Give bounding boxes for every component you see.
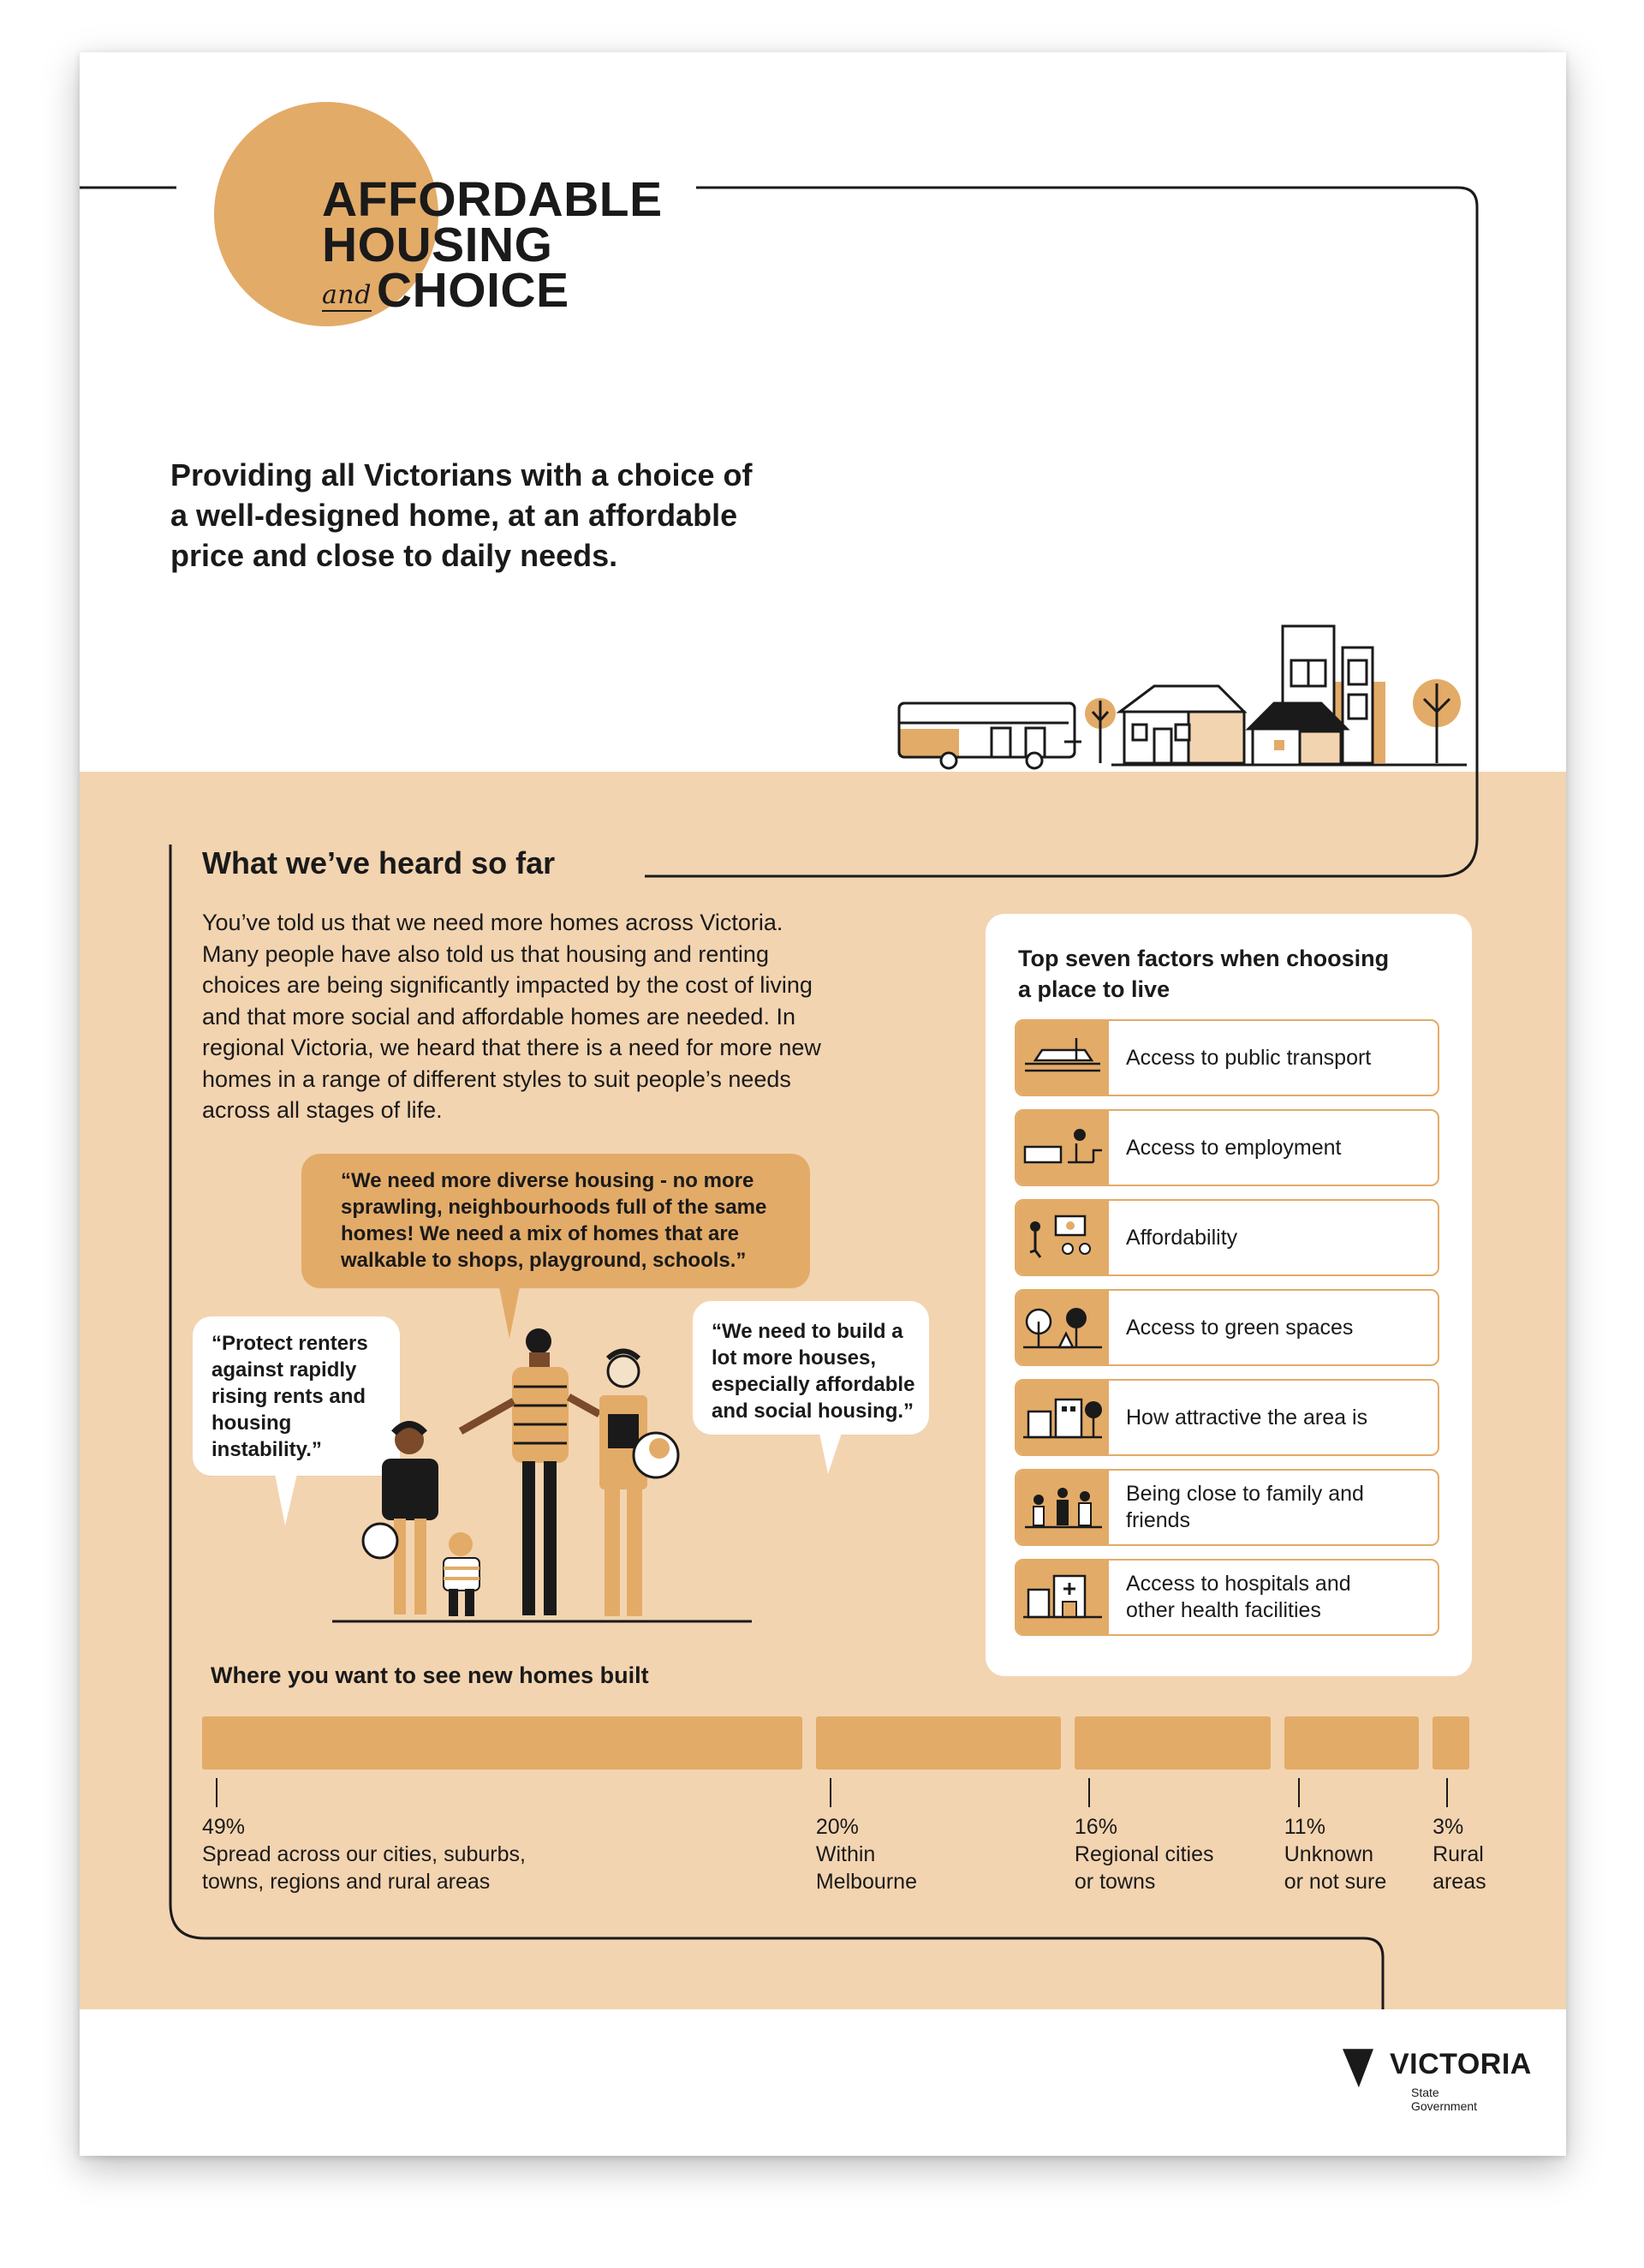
logo-line-3: CHOICE — [376, 263, 569, 318]
factor-item — [1015, 1289, 1439, 1366]
distribution-tick — [1088, 1778, 1090, 1807]
intro-line: price and close to daily needs. — [170, 538, 618, 573]
distribution-tick — [1298, 1778, 1300, 1807]
distribution-label-line: or not sure — [1284, 1870, 1387, 1894]
factor-label: Access to employment — [1126, 1135, 1342, 1160]
quote-line: instability.” — [211, 1438, 322, 1461]
factors-title-line: Top seven factors when choosing — [1018, 946, 1390, 971]
factor-label: Access to green spaces — [1126, 1315, 1354, 1340]
distribution-label-line: Within — [815, 1842, 876, 1866]
factor-item — [1015, 1199, 1439, 1276]
quote-line: against rapidly — [211, 1358, 357, 1382]
family-illustration — [332, 1320, 846, 1628]
distribution-label — [1433, 1813, 1486, 1895]
office-worker-icon — [1016, 1111, 1109, 1185]
quote-line: walkable to shops, playground, schools.” — [341, 1249, 747, 1272]
distribution-label-line: Melbourne — [815, 1870, 917, 1894]
factor-label: Access to public transport — [1126, 1045, 1372, 1070]
factor-label: How attractive the area is — [1126, 1405, 1368, 1429]
logo-line-2: HOUSING — [322, 218, 553, 272]
distribution-label — [202, 1813, 526, 1895]
factors-card — [986, 914, 1472, 1676]
tree-icon — [1413, 679, 1461, 763]
adult-figure — [461, 1328, 599, 1615]
family-group-icon — [1016, 1471, 1109, 1544]
quote-line: housing — [211, 1412, 292, 1435]
body-line: regional Victoria, we heard that there is a need for more new — [202, 1035, 821, 1060]
section-title: What we’ve heard so far — [202, 845, 556, 880]
intro-statement — [170, 455, 898, 576]
logo-title — [322, 172, 663, 321]
body-line: and that more social and affordable homes are needed. In — [202, 1003, 795, 1030]
streetscape-illustration — [897, 622, 1471, 780]
body-line: You’ve told us that we need more homes across Victoria. — [202, 910, 783, 935]
house-icon — [1248, 703, 1347, 765]
quote-line: rising rents and — [211, 1385, 366, 1408]
distribution-tick — [1446, 1778, 1448, 1807]
distribution-label — [1284, 1813, 1387, 1895]
factor-label: Access to hospitals and other health facilities — [1126, 1572, 1351, 1622]
quote-bubble-diverse-housing — [301, 1154, 810, 1288]
factor-item — [1015, 1559, 1439, 1636]
tree-icon — [1085, 698, 1116, 763]
distribution-percent: 16% — [1074, 1815, 1117, 1839]
child-figure — [363, 1424, 438, 1614]
distribution-percent: 11% — [1284, 1815, 1325, 1839]
quote-line: “We need more diverse housing - no more — [341, 1169, 754, 1192]
distribution-tick — [830, 1778, 831, 1807]
distribution-bar — [1075, 1716, 1271, 1770]
house-icon — [1120, 686, 1244, 763]
factor-item — [1015, 1379, 1439, 1456]
distribution-bar — [1433, 1716, 1469, 1770]
factors-title — [1018, 943, 1389, 1005]
child-figure — [444, 1532, 480, 1616]
quote-line: especially affordable — [712, 1373, 915, 1396]
victoria-brand: VICTORIA — [1390, 2048, 1532, 2080]
body-line: choices are being significantly impacted by the cost of living — [202, 972, 813, 998]
distribution-bar — [202, 1716, 802, 1770]
factor-label: Affordability — [1126, 1225, 1238, 1250]
body-line: homes in a range of different styles to suit people’s needs — [202, 1065, 791, 1092]
logo-and: and — [322, 280, 372, 310]
distribution-title: Where you want to see new homes built — [211, 1662, 649, 1688]
quote-line: and social housing.” — [712, 1400, 914, 1423]
distribution-percent: 20% — [815, 1815, 859, 1839]
adult-figure — [599, 1352, 678, 1617]
bus-icon — [899, 703, 1081, 768]
quote-line: “We need to build a — [712, 1320, 903, 1343]
distribution-label-line: towns, regions and rural areas — [202, 1870, 491, 1894]
quote-line: sprawling, neighbourhoods full of the same — [341, 1196, 767, 1219]
distribution-label — [816, 1813, 917, 1895]
quote-line: “Protect renters — [211, 1332, 368, 1355]
distribution-label-line: Unknown — [1284, 1842, 1373, 1866]
distribution-bar — [1284, 1716, 1419, 1770]
factor-item — [1015, 1109, 1439, 1186]
distribution-label-line: Rural — [1433, 1842, 1484, 1866]
distribution-label-line: Regional cities — [1074, 1842, 1214, 1866]
bubble-tail — [275, 1474, 301, 1527]
distribution-label-line: areas — [1433, 1870, 1486, 1894]
victoria-subtitle — [1411, 2086, 1477, 2113]
victoria-sub-line: State — [1411, 2086, 1439, 2099]
factor-item — [1015, 1019, 1439, 1096]
victoria-sub-line: Government — [1411, 2099, 1478, 2113]
quote-line: lot more houses, — [712, 1346, 877, 1370]
body-line: Many people have also told us that housing and renting — [202, 940, 769, 967]
train-station-icon — [1016, 1021, 1109, 1095]
distribution-percent: 49% — [202, 1815, 246, 1839]
distribution-bar — [816, 1716, 1061, 1770]
shopfront-icon — [1016, 1381, 1109, 1454]
factor-label: Being close to family and friends — [1126, 1482, 1364, 1532]
distribution-label-line: Spread across our cities, suburbs, — [202, 1842, 526, 1866]
hospital-icon — [1016, 1561, 1109, 1634]
quote-line: homes! We need a mix of homes that are — [341, 1222, 740, 1245]
poster — [80, 52, 1566, 2156]
park-trees-icon — [1016, 1291, 1109, 1364]
distribution-percent: 3% — [1433, 1815, 1464, 1839]
body-line: across all stages of life. — [202, 1097, 443, 1123]
intro-line: Providing all Victorians with a choice of — [170, 457, 753, 492]
distribution-tick — [216, 1778, 217, 1807]
intro-line: a well-designed home, at an affordable — [170, 498, 738, 533]
factor-item — [1015, 1469, 1439, 1546]
logo-line-1: AFFORDABLE — [322, 172, 663, 227]
distribution-label-line: or towns — [1074, 1870, 1156, 1894]
money-icon — [1016, 1201, 1109, 1274]
heard-body-text — [202, 907, 973, 1126]
factors-title-line: a place to live — [1018, 976, 1170, 1002]
distribution-label — [1075, 1813, 1214, 1895]
